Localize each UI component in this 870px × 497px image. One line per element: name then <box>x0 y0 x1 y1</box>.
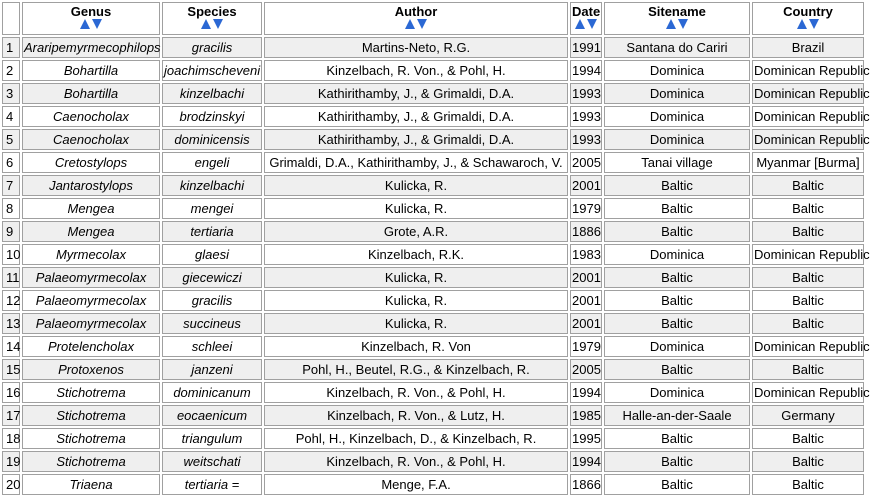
table-row <box>2 60 864 81</box>
table-body <box>2 37 870 495</box>
country-cell: Dominican Republic <box>752 129 864 150</box>
sitename-cell: Dominica <box>604 129 750 150</box>
row-number: 1 <box>2 37 20 58</box>
author-cell: Kathirithamby, J., & Grimaldi, D.A. <box>264 83 568 104</box>
country-cell: Dominican Republic <box>752 83 864 104</box>
sort-ascending-icon[interactable] <box>405 19 415 29</box>
author-cell: Kulicka, R. <box>264 313 568 334</box>
row-number: 16 <box>2 382 20 403</box>
species-cell: mengei <box>162 198 262 219</box>
genus-cell: Jantarostylops <box>22 175 160 196</box>
genus-cell: Stichotrema <box>22 428 160 449</box>
date-cell: 2001 <box>570 267 602 288</box>
genus-cell: Caenocholax <box>22 129 160 150</box>
species-cell: janzeni <box>162 359 262 380</box>
table-row <box>2 428 864 449</box>
date-cell: 2001 <box>570 175 602 196</box>
row-number: 3 <box>2 83 20 104</box>
sitename-cell: Dominica <box>604 106 750 127</box>
date-cell: 1994 <box>570 451 602 472</box>
date-cell: 1994 <box>570 382 602 403</box>
species-cell: joachimscheveni <box>162 60 262 81</box>
genus-cell: Palaeomyrmecolax <box>22 290 160 311</box>
header-country <box>752 2 864 35</box>
species-cell: succineus <box>162 313 262 334</box>
sitename-cell: Baltic <box>604 474 750 495</box>
sitename-cell: Baltic <box>604 198 750 219</box>
species-cell: giecewiczi <box>162 267 262 288</box>
table-row <box>2 405 864 426</box>
country-cell: Baltic <box>752 474 864 495</box>
date-cell: 1983 <box>570 244 602 265</box>
author-cell: Grote, A.R. <box>264 221 568 242</box>
table-row <box>2 129 864 150</box>
species-cell: gracilis <box>162 37 262 58</box>
row-number: 13 <box>2 313 20 334</box>
sort-ascending-icon[interactable] <box>201 19 211 29</box>
table-row <box>2 451 864 472</box>
sitename-cell: Baltic <box>604 359 750 380</box>
table-row <box>2 198 864 219</box>
country-cell: Baltic <box>752 451 864 472</box>
date-cell: 1985 <box>570 405 602 426</box>
date-cell: 2005 <box>570 152 602 173</box>
date-cell: 1866 <box>570 474 602 495</box>
date-cell: 1886 <box>570 221 602 242</box>
country-cell: Brazil <box>752 37 864 58</box>
row-number: 2 <box>2 60 20 81</box>
sitename-cell: Santana do Cariri <box>604 37 750 58</box>
genus-cell: Stichotrema <box>22 405 160 426</box>
row-number: 9 <box>2 221 20 242</box>
species-cell: dominicanum <box>162 382 262 403</box>
row-number: 14 <box>2 336 20 357</box>
column-label: Country <box>783 4 833 19</box>
date-cell: 2005 <box>570 359 602 380</box>
table-row <box>2 267 864 288</box>
genus-cell: Bohartilla <box>22 83 160 104</box>
date-cell: 1993 <box>570 106 602 127</box>
row-number: 10 <box>2 244 20 265</box>
table-row <box>2 83 864 104</box>
country-cell: Germany <box>752 405 864 426</box>
author-cell: Kinzelbach, R. Von., & Pohl, H. <box>264 382 568 403</box>
author-cell: Menge, F.A. <box>264 474 568 495</box>
row-number: 5 <box>2 129 20 150</box>
genus-cell: Mengea <box>22 198 160 219</box>
header-author <box>264 2 568 35</box>
row-number: 11 <box>2 267 20 288</box>
country-cell: Baltic <box>752 428 864 449</box>
country-cell: Baltic <box>752 198 864 219</box>
header-sitename <box>604 2 750 35</box>
sitename-cell: Dominica <box>604 83 750 104</box>
column-label: Species <box>187 4 237 19</box>
row-number: 12 <box>2 290 20 311</box>
species-cell: tertiaria = <box>162 474 262 495</box>
header-index <box>2 2 20 35</box>
country-cell: Baltic <box>752 359 864 380</box>
table-row <box>2 106 864 127</box>
genus-cell: Araripemyrmecophilops <box>22 37 160 58</box>
sort-descending-icon[interactable] <box>213 19 223 29</box>
table-row <box>2 37 864 58</box>
column-label: Sitename <box>648 4 706 19</box>
header-date <box>570 2 602 35</box>
species-cell: glaesi <box>162 244 262 265</box>
author-cell: Kathirithamby, J., & Grimaldi, D.A. <box>264 106 568 127</box>
species-cell: schleei <box>162 336 262 357</box>
sort-descending-icon[interactable] <box>92 19 102 29</box>
country-cell: Dominican Republic <box>752 106 864 127</box>
sort-descending-icon[interactable] <box>678 19 688 29</box>
sort-ascending-icon[interactable] <box>666 19 676 29</box>
author-cell: Kulicka, R. <box>264 175 568 196</box>
table-row <box>2 221 864 242</box>
sitename-cell: Baltic <box>604 451 750 472</box>
genus-cell: Protoxenos <box>22 359 160 380</box>
species-cell: weitschati <box>162 451 262 472</box>
species-cell: eocaenicum <box>162 405 262 426</box>
date-cell: 1991 <box>570 37 602 58</box>
genus-cell: Stichotrema <box>22 382 160 403</box>
table-row <box>2 336 864 357</box>
table-row <box>2 359 864 380</box>
column-label: Date <box>572 4 601 19</box>
country-cell: Dominican Republic <box>752 60 864 81</box>
date-cell: 1993 <box>570 83 602 104</box>
sitename-cell: Baltic <box>604 175 750 196</box>
row-number: 7 <box>2 175 20 196</box>
country-cell: Baltic <box>752 221 864 242</box>
author-cell: Kinzelbach, R. Von <box>264 336 568 357</box>
sitename-cell: Baltic <box>604 267 750 288</box>
table-row <box>2 313 864 334</box>
country-cell: Dominican Republic <box>752 336 864 357</box>
country-cell: Baltic <box>752 313 864 334</box>
species-cell: kinzelbachi <box>162 83 262 104</box>
species-cell: triangulum <box>162 428 262 449</box>
author-cell: Kulicka, R. <box>264 198 568 219</box>
author-cell: Kinzelbach, R.K. <box>264 244 568 265</box>
genus-cell: Protelencholax <box>22 336 160 357</box>
sitename-cell: Baltic <box>604 428 750 449</box>
date-cell: 1995 <box>570 428 602 449</box>
row-number: 15 <box>2 359 20 380</box>
author-cell: Kinzelbach, R. Von., & Pohl, H. <box>264 451 568 472</box>
author-cell: Grimaldi, D.A., Kathirithamby, J., & Schawaroch, V. <box>264 152 568 173</box>
country-cell: Dominican Republic <box>752 382 864 403</box>
date-cell: 2001 <box>570 290 602 311</box>
sort-ascending-icon[interactable] <box>797 19 807 29</box>
genus-cell: Bohartilla <box>22 60 160 81</box>
row-number: 4 <box>2 106 20 127</box>
sitename-cell: Dominica <box>604 244 750 265</box>
date-cell: 1979 <box>570 336 602 357</box>
sitename-cell: Dominica <box>604 336 750 357</box>
sort-ascending-icon[interactable] <box>80 19 90 29</box>
species-cell: dominicensis <box>162 129 262 150</box>
sitename-cell: Baltic <box>604 221 750 242</box>
author-cell: Kinzelbach, R. Von., & Lutz, H. <box>264 405 568 426</box>
header-genus <box>22 2 160 35</box>
country-cell: Myanmar [Burma] <box>752 152 864 173</box>
author-cell: Martins-Neto, R.G. <box>264 37 568 58</box>
genus-cell: Stichotrema <box>22 451 160 472</box>
sitename-cell: Tanai village <box>604 152 750 173</box>
row-number: 19 <box>2 451 20 472</box>
table-row <box>2 244 864 265</box>
author-cell: Kulicka, R. <box>264 290 568 311</box>
country-cell: Baltic <box>752 267 864 288</box>
species-cell: kinzelbachi <box>162 175 262 196</box>
sitename-cell: Baltic <box>604 290 750 311</box>
table-row <box>2 382 864 403</box>
species-cell: brodzinskyi <box>162 106 262 127</box>
header-species <box>162 2 262 35</box>
sitename-cell: Baltic <box>604 313 750 334</box>
column-label: Author <box>394 4 438 19</box>
genus-cell: Palaeomyrmecolax <box>22 313 160 334</box>
author-cell: Kulicka, R. <box>264 267 568 288</box>
row-number: 17 <box>2 405 20 426</box>
row-number: 18 <box>2 428 20 449</box>
sort-descending-icon[interactable] <box>587 19 597 29</box>
genus-cell: Caenocholax <box>22 106 160 127</box>
date-cell: 1994 <box>570 60 602 81</box>
sitename-cell: Dominica <box>604 382 750 403</box>
row-number: 20 <box>2 474 20 495</box>
sort-descending-icon[interactable] <box>809 19 819 29</box>
date-cell: 1993 <box>570 129 602 150</box>
species-cell: engeli <box>162 152 262 173</box>
table-row <box>2 290 864 311</box>
table-row <box>2 152 864 173</box>
table-row <box>2 474 864 495</box>
genus-cell: Triaena <box>22 474 160 495</box>
author-cell: Pohl, H., Kinzelbach, D., & Kinzelbach, R. <box>264 428 568 449</box>
genus-cell: Cretostylops <box>22 152 160 173</box>
genus-cell: Palaeomyrmecolax <box>22 267 160 288</box>
country-cell: Baltic <box>752 290 864 311</box>
sitename-cell: Halle-an-der-Saale <box>604 405 750 426</box>
sort-descending-icon[interactable] <box>417 19 427 29</box>
row-number: 8 <box>2 198 20 219</box>
country-cell: Dominican Republic <box>752 244 864 265</box>
sort-ascending-icon[interactable] <box>575 19 585 29</box>
column-label: Genus <box>70 4 112 19</box>
species-cell: gracilis <box>162 290 262 311</box>
genus-cell: Myrmecolax <box>22 244 160 265</box>
date-cell: 2001 <box>570 313 602 334</box>
species-cell: tertiaria <box>162 221 262 242</box>
date-cell: 1979 <box>570 198 602 219</box>
sitename-cell: Dominica <box>604 60 750 81</box>
row-number: 6 <box>2 152 20 173</box>
author-cell: Kathirithamby, J., & Grimaldi, D.A. <box>264 129 568 150</box>
country-cell: Baltic <box>752 175 864 196</box>
table-row <box>2 175 864 196</box>
header-row <box>2 2 864 35</box>
author-cell: Kinzelbach, R. Von., & Pohl, H. <box>264 60 568 81</box>
genus-cell: Mengea <box>22 221 160 242</box>
author-cell: Pohl, H., Beutel, R.G., & Kinzelbach, R. <box>264 359 568 380</box>
